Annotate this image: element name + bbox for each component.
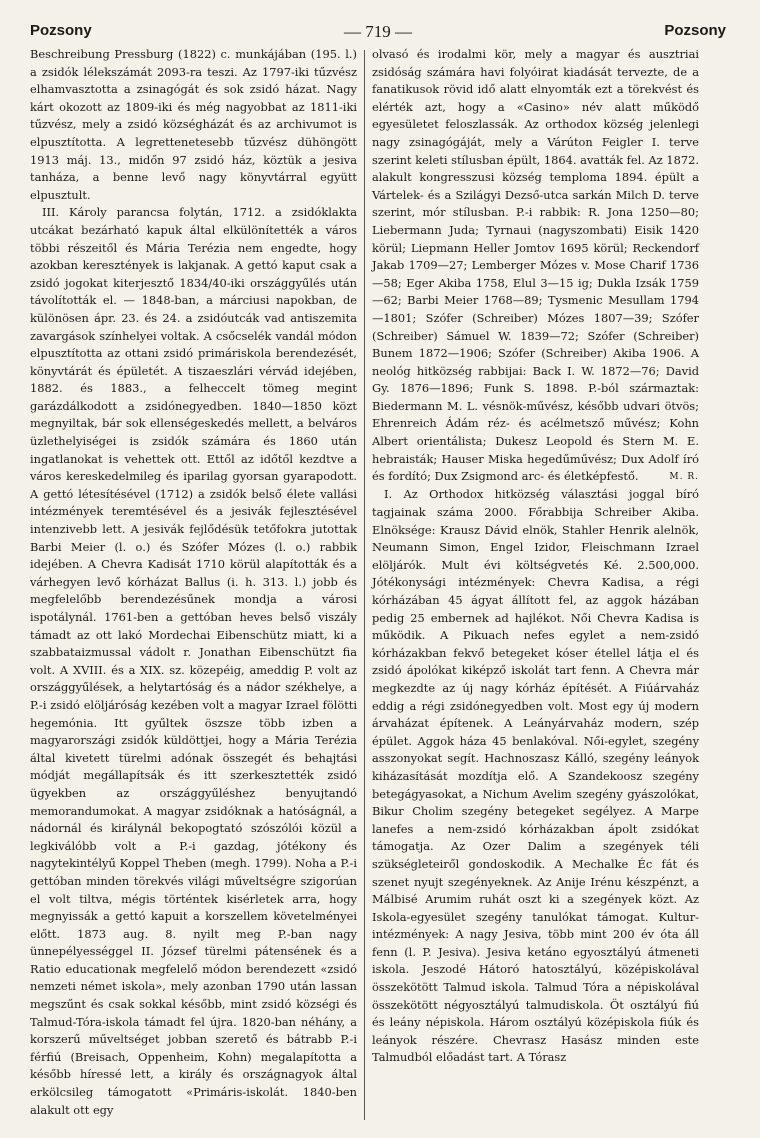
left-column <box>30 46 357 1119</box>
right-column <box>372 46 699 1067</box>
page-header <box>30 22 726 48</box>
column-divider <box>364 50 365 1120</box>
left-paragraph-1: Beschreibung Pressburg (1822) c. munkájában (195. l.) a zsidók lélekszámát 2093-ra teszi. Az 1797-iki tűzvész elhamvasztotta a zsinagógát és sok zsidó házat. Nagy kárt okozott az 1809-iki és még nagyobbat az 1811-iki tűzvész, mely a zsidó községházát és az archivumot is elpusztította. A legrettenetesebb tűzvész dühöngött 1913 máj. 13., midőn 97 zsidó ház, köztük a jesiva tanháza, a benne levő nagy könyvtárral együtt elpusztult. <box>30 47 357 202</box>
left-paragraph-2: III. Károly parancsa folytán, 1712. a zsidóklakta utcákat bezárható kapuk által elkülönítették a város többi részeitől és Mária Terézia nem engedte, hogy azokban keresztények is lakjanak. A gettó kaput csak a zsidó jogokat kiterjesztő 1834/40-iki országgyűlés után távolították el. — 1848-ban, a márciusi napokban, de különösen ápr. 23. és 24. a zsidóutcák vad antiszemita zavargások színhelyei voltak. A csőcselék vandál módon elpusztította az ottani zsidó primáriskola berendezését, könyvtárát és épületét. A tiszaeszlári vérvád idejében, 1882. és 1883., a felheccelt tömeg megint garázdálkodott a zsidónegyedben. 1840—1850 közt megnyiltak, bár sok ellenségeskedés mellett, a belváros üzlethelyiségei is zsidók számára és 1860 után ingatlanokat is vehettek ott. Ettől az időtől kezdtve a város kereskedelmileg és iparilag gyorsan gyarapodott. A gettó létesítésével (1712) a zsidók belső élete vallási intézmények teremtésével és a jesivák fejlesztésével intenzivebb lett. A jesivák fejlődésük tetőfokra jutottak Barbi Meier (l. o.) és Szófer Mózes (l. o.) rabbik idejében. A Chevra Kadisát 1710 körül alapították és a várhegyen levő kórházat Ballus (i. h. 313. l.) jobb és megfelelőbb berendezésűnek mondja a városi ispotálynál. 1761-ben a gettóban heves belső viszály támadt az ott lakó Mordechai Eibenschütz miatt, ki a szabbataizmussal vádolt r. Jonathan Eibenschützt fia volt. A XVIII. és a XIX. sz. közepéig, ameddig P. volt az országgyűlések, a helytartóság és a nádor székhelye, a P.-i zsidó elöljáróság kezében volt a magyar Izrael fölötti hegemónia. Itt gyűltek öszsze több izben a magyarországi zsidók küldöttjei, hogy a Mária Terézia által kivetett türelmi adónak összegét és behajtási módját megállapítsák és itt szerkesztették zsidó ügyekben az országgyűléshez benyujtandó memorandumokat. A magyar zsidóknak a hatóságnál, a nádornál és királynál bekopogtató szószólói közül a legkiválóbb volt a P.-i gazdag, jótékony és nagytekintélyű Koppel Theben (megh. 1799). Noha a P.-i gettóban minden törekvés világi műveltségre szigorúan el volt tiltva, mégis történtek kisérletek arra, hogy megnyissák a gettó kapuit a korszellem követelményei előtt. 1873 aug. 8. nyilt meg P.-ban nagy ünnepélyességgel II. József türelmi pátensének és a Ratio educationak megfelelő módon berendezett «zsidó nemzeti német iskola», mely azonban 1790 után lassan megszűnt és csak sokkal később, mint zsidó községi és Talmud-Tóra-iskola támadt fel újra. 1820-ban néhány, a korszerű műveltséget jobban szerető és bátrabb P.-i férfiú (Breisach, Oppenheim, Kohn) megalapította a később híressé lett, a király és országnagyok által erkölcsileg támogatott «Primáris-iskolát. 1840-ben alakult ott egy <box>30 205 357 1117</box>
header-left-keyword: Pozsony <box>30 22 92 39</box>
right-paragraph-1: olvasó és irodalmi kör, mely a magyar és ausztriai zsidóság számára havi folyóirat kiadását tervezte, de a fanatikusok rövid idő alatt elnyomták ezt a törekvést és elérték azt, hogy a «Casino» név alatt működő egyesületet feloszlassák. Az orthodox község jelenlegi nagy zsinagógáját, mely a Várúton Feigler I. terve szerint keleti stílusban épült, 1864. avatták fel. Az 1872. alakult kongresszusi község temploma 1894. épült a Vártelek- és a Szilágyi Dezső-utca sarkán Milch D. terve szerint, mór stílusban. P.-i rabbik: R. Jona 1250—80; Liebermann Juda; Tyrnaui (nagyszombati) Eisik 1420 körül; Liepmann Heller Jomtov 1695 körül; Reckendorf Jakab 1709—27; Lemberger Mózes v. Mose Charif 1736—58; Eger Akiba 1758, Elul 3—15 ig; Dukla Izsák 1759—62; Barbi Meier 1768—89; Tysmenic Mesullam 1794—1801; Szófer (Schreiber) Mózes 1807—39; Szófer (Schreiber) Sámuel W. 1839—72; Szófer (Schreiber) Bunem 1872—1906; Szófer (Schreiber) Akiba 1906. A neológ hitközség rabbijai: Back I. W. 1872—76; David Gy. 1876—1896; Funk S. 1898. P.-ból származtak: Biedermann M. L. vésnök-művész, később udvari ötvös; Ehrenreich Ádám réz- és acélmetsző művész; Kohn Albert orientálista; Dukesz Leopold és Stern M. E. hebraisták; Hauser Miska hegedűművész; Dux Adolf író és fordító; Dux Zsigmond arc- és életképfestő. <box>372 47 699 484</box>
header-right-keyword: Pozsony <box>664 22 726 39</box>
author-signature: M. R. <box>669 471 699 482</box>
right-paragraph-2: I. Az Orthodox hitközség választási joggal bíró tagjainak száma 2000. Főrabbija Schreiber Akiba. Elnöksége: Krausz Dávid elnök, Stahler Henrik alelnök, Neumann Simon, Engel Izidor, Fleischmann Izrael elöljárók. Mult évi költségvetés Ké. 2.500,000. Jótékonysági intézmények: Chevra Kadisa, a régi kórházában 45 ágyat állított fel, az aggok házában pedig 25 embernek ad hajlékot. Női Chevra Kadisa is működik. A Pikuach nefes egylet a nem-zsidó kórházakban fekvő betegeket kóser étellel látja el és zsidó ápolókat kiképző iskolát tart fenn. A Chevra már megkezdte az új nagy kórház építését. A Fiúárvaház eddig a régi zsidónegyedben volt. Most egy új modern árvaházat építenek. A Leányárvaház modern, szép épület. Aggok háza 45 benlakóval. Női-egylet, szegény asszonyokat segít. Hachnoszasz Kálló, szegény leányok kiházasítását mozdítja elő. A Szandekoosz szegény betegágyasokat, a Nichum Avelim szegény gyászolókat, Bikur Cholim szegény betegeket segélyez. A Marpe lanefes a nem-zsidó kórházakban ápolt zsidókat támogatja. Az Ozer Dalim a szegények téli szükségleteiről gondoskodik. A Mechalke Éc fát és szenet nyujt szegényeknek. Az Anije Irénu készpénzt, a Málbisé Arumim ruhát oszt ki a szegények közt. Az Iskola-egyesület szegény tanulókat támogat. Kultur-intézmények: A nagy Jesiva, több mint 200 év óta áll fenn (l. P. Jesiva). Jesiva ketáno egyosztályú átmeneti iskola. Jeszodé Hátoró hatosztályú, középiskolával összekötött Talmud iskola. Talmud Tóra a népiskolával összekötött négyosztályú talmudiskola. Öt osztályú fiú és leány népiskola. Három osztályú középiskola fiúk és leányok részére. Chevrasz Hasász minden este Talmudból előadást tart. A Tórasz <box>372 487 699 1065</box>
page-number: — 719 — <box>344 22 412 41</box>
